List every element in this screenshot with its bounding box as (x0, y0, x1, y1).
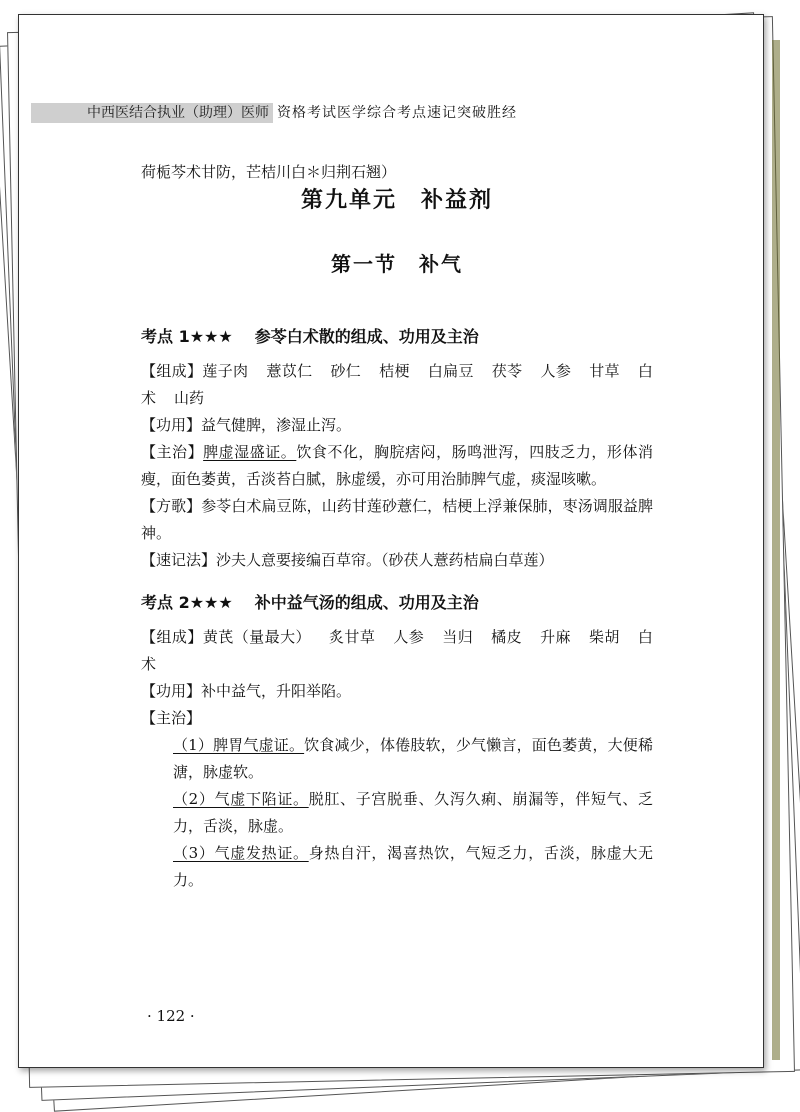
herb-item: 升麻 (540, 628, 571, 646)
running-header (31, 103, 631, 123)
key-point-1-title (141, 324, 653, 350)
unit-title: 第九单元 补益剂 (300, 188, 493, 213)
indication-key: （1）脾胃气虚证。 (173, 736, 305, 754)
herb-item: 甘草 (589, 362, 620, 380)
herb-item: 黄芪（量最大） (202, 628, 311, 646)
key-point-label: 考点 2★★★ (141, 593, 233, 612)
indication-heading (141, 705, 653, 732)
herb-item: 莲子肉 (202, 362, 249, 380)
indication-text: 饮食减少，体倦肢软，少气懒言，面色萎黄，大便稀溏，脉虚软。 (173, 736, 653, 781)
section-title: 第一节 补气 (331, 252, 463, 276)
herb-item: 桔梗 (379, 362, 410, 380)
key-point-heading: 参苓白术散的组成、功用及主治 (254, 327, 479, 346)
herb-item: 柴胡 (588, 628, 620, 646)
indication-text: 脱肛、子宫脱垂、久泻久痢、崩漏等，伴短气、乏力，舌淡，脉虚。 (173, 790, 653, 835)
indication-paragraph (141, 439, 653, 493)
indication-key: 脾虚湿盛证。 (203, 443, 297, 461)
function-paragraph (141, 412, 653, 439)
page-content (141, 159, 653, 894)
book-page (18, 14, 764, 1068)
indication-text: 身热自汗，渴喜热饮，气短乏力，舌淡，脉虚大无力。 (173, 844, 653, 889)
function-tag: 【功用】 (141, 416, 202, 434)
herb-item: 当归 (442, 628, 474, 646)
herb-item: 白术 (141, 362, 653, 407)
function-text: 补中益气，升阳举陷。 (201, 682, 352, 700)
function-text: 益气健脾，渗湿止泻。 (201, 416, 352, 434)
herb-item: 橘皮 (491, 628, 523, 646)
composition-tag: 【组成】 (141, 628, 203, 646)
indication-item (141, 786, 653, 840)
song-text: 参苓白术扁豆陈，山药甘莲砂薏仁，桔梗上浮兼保肺，枣汤调服益脾神。 (141, 497, 653, 542)
continuation-line: 荷栀芩术甘防，芒桔川白＊归荆石翘） (141, 163, 397, 181)
herb-item: 白扁豆 (427, 362, 474, 380)
herb-item: 炙甘草 (328, 628, 376, 646)
herb-item: 白术 (141, 628, 653, 673)
page-number: · 122 · (147, 1007, 195, 1025)
indication-item (141, 840, 653, 894)
indication-key: （2）气虚下陷证。 (173, 790, 309, 808)
herb-item: 山药 (174, 389, 205, 407)
herb-item: 薏苡仁 (266, 362, 313, 380)
song-paragraph (141, 493, 653, 547)
function-tag: 【功用】 (141, 682, 202, 700)
key-point-label: 考点 1★★★ (141, 327, 233, 346)
key-point-heading: 补中益气汤的组成、功用及主治 (254, 593, 479, 612)
header-title: 资格考试医学综合考点速记突破胜经 (277, 105, 517, 121)
indication-tag: 【主治】 (141, 709, 202, 727)
indication-key: （3）气虚发热证。 (173, 844, 309, 862)
herb-item: 人参 (393, 628, 425, 646)
composition-tag: 【组成】 (141, 362, 203, 380)
header-band: 中西医结合执业（助理）医师 (31, 103, 273, 123)
memo-paragraph (141, 547, 653, 574)
herb-item: 人参 (540, 362, 572, 380)
herb-item: 砂仁 (330, 362, 362, 380)
song-tag: 【方歌】 (141, 497, 202, 515)
composition-paragraph (141, 358, 653, 412)
composition-paragraph (141, 624, 653, 678)
function-paragraph (141, 678, 653, 705)
indication-tag: 【主治】 (141, 443, 204, 461)
herb-item: 茯苓 (491, 362, 523, 380)
memo-text: 沙夫人意要接编百草帘。（砂茯人薏药桔扁白草莲） (216, 551, 554, 569)
memo-tag: 【速记法】 (141, 551, 217, 569)
indication-item (141, 732, 653, 786)
key-point-2-title (141, 590, 653, 616)
book-binding (772, 40, 780, 1060)
indication-text: 饮食不化，胸脘痞闷，肠鸣泄泻，四肢乏力，形体消瘦，面色萎黄，舌淡苔白腻，脉虚缓，亦可用治肺脾气虚，痰湿咳嗽。 (141, 443, 653, 488)
